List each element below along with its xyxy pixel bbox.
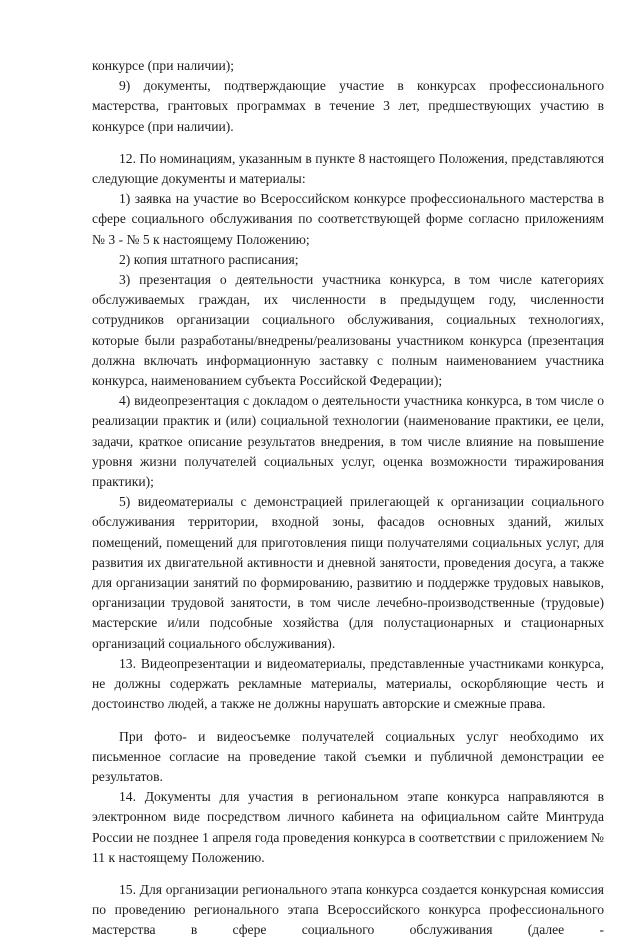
paragraph-item-4: 4) видеопрезентация с докладом о деятельности участника конкурса, в том числе о реализации практик и (или) социальной технологии (наименование практики, ее цели, задачи, краткое описание результатов внедрения, в том числе влияние на повышение уровня жизни получателей социальных услуг, оценка возможности тиражирования практики); xyxy=(92,393,604,490)
paragraph-section-12: 12. По номинациям, указанным в пункте 8 настоящего Положения, представляются следующие документы и материалы: xyxy=(92,150,604,187)
paragraph-item-3: 3) презентация о деятельности участника конкурса, в том числе категориях обслуживаемых граждан, их численности в предыдущем году, численности сотрудников организации социального обслуживания, социальных технологиях, которые были разработаны/внедрены/реализованы участником конкурса (презентация должна включать информационную заставку с полным наименованием участника конкурса, наименованием субъекта Российской Федерации); xyxy=(92,272,604,389)
paragraph-item-9: 9) документы, подтверждающие участие в конкурсах профессионального мастерства, грантовых программах в течение 3 лет, предшествующих участию в конкурсе (при наличии). xyxy=(92,78,604,134)
paragraph-item-1: 1) заявка на участие во Всероссийском конкурсе профессионального мастерства в сфере социального обслуживания по соответствующей форме согласно приложениям № 3 - № 5 к настоящему Положению; xyxy=(92,191,604,247)
paragraph-section-14: 14. Документы для участия в региональном этапе конкурса направляются в электронном виде посредством личного кабинета на официальном сайте Минтруда России не позднее 1 апреля года проведения конкурса в соответствии с приложением № 11 к настоящему Положению. xyxy=(92,789,604,865)
paragraph-continuation: конкурсе (при наличии); xyxy=(92,58,235,73)
paragraph-item-5: 5) видеоматериалы с демонстрацией прилегающей к организации социального обслуживания территории, входной зоны, фасадов основных зданий, жилых помещений, помещений для приготовления пищи получателями социальных услуг, для развития их двигательной активности и дневной занятости, проведения досуга, а также для организации занятий по формированию, развитию и поддержке трудовых навыков, организации трудовой занятости, в том числе лечебно-производственные (трудовые) мастерские и/или подсобные хозяйства (для полустационарных и стационарных организаций социального обслуживания). xyxy=(92,494,604,651)
paragraph-consent: При фото- и видеосъемке получателей социальных услуг необходимо их письменное согласие на проведение такой съемки и публичной демонстрации ее результатов. xyxy=(92,728,604,784)
document-page xyxy=(92,56,604,941)
paragraph-section-13: 13. Видеопрезентации и видеоматериалы, представленные участниками конкурса, не должны содержать рекламные материалы, материалы, оскорбляющие честь и достоинство людей, а также не должны нарушать авторские и смежные права. xyxy=(92,655,604,712)
paragraph-section-15: 15. Для организации регионального этапа конкурса создается конкурсная комиссия по проведению регионального этапа Всероссийского конкурса профессионального мастерства в сфере социального обслуживания (далее - xyxy=(92,881,604,938)
paragraph-item-2: 2) копия штатного расписания; xyxy=(119,251,299,267)
